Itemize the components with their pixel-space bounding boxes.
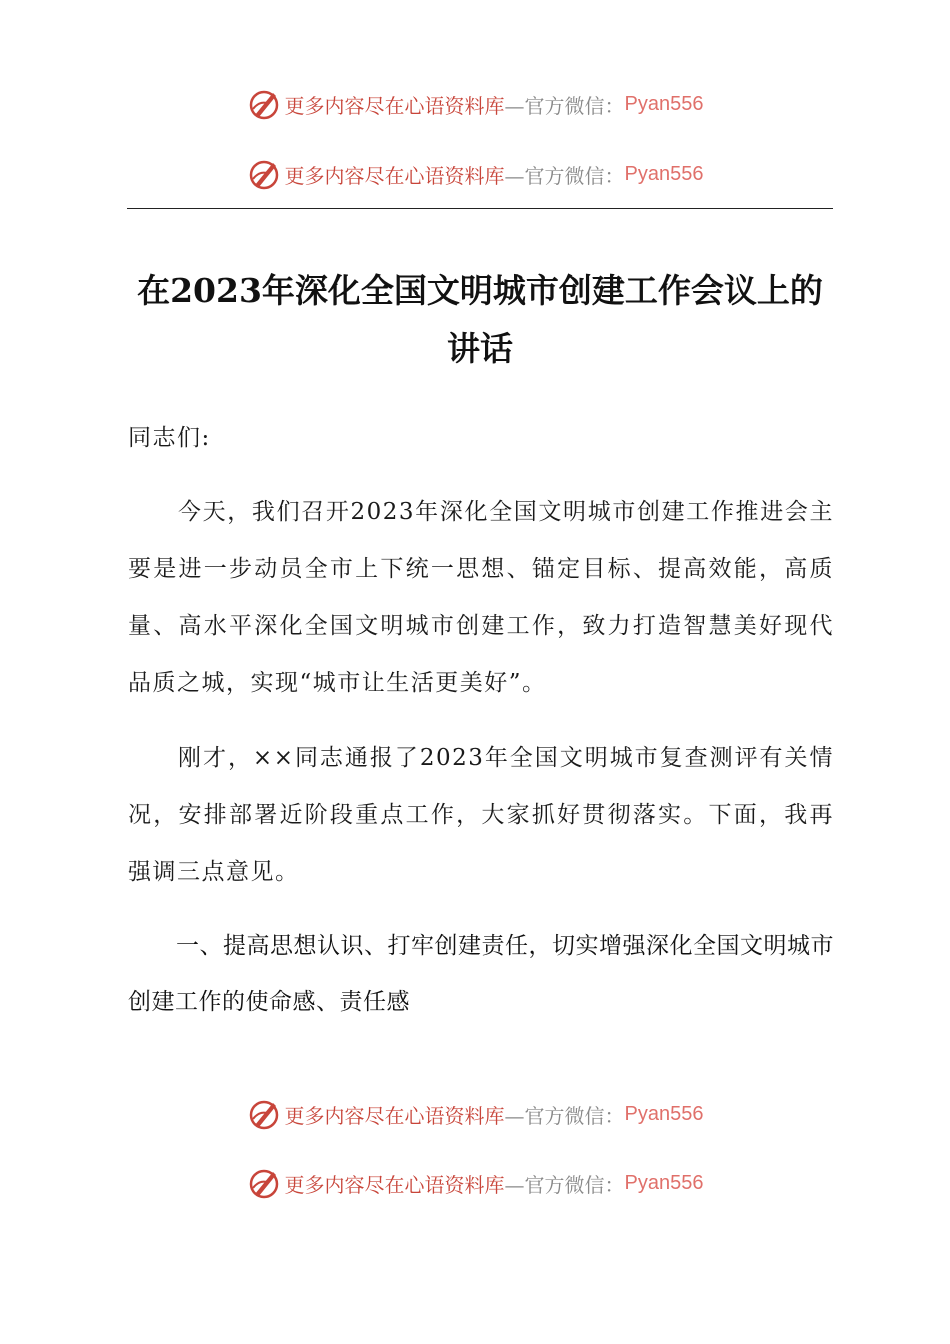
watermark-suffix: —官方微信：: [504, 93, 625, 118]
body-paragraph-2: 刚才，××同志通报了2023年全国文明城市复查测评有关情况，安排部署近阶段重点工作，大家抓好贯彻落实。下面，我再强调三点意见。: [128, 745, 834, 885]
watermark-banner-bottom-2: [0, 1163, 950, 1203]
watermark-text: 更多内容尽在心语资料库: [284, 1172, 505, 1197]
body-paragraph-1: 今天，我们召开2023年深化全国文明城市创建工作推进会主要是进一步动员全市上下统一思想、锚定目标、提高效能，高质量、高水平深化全国文明城市创建工作，致力打造智慧美好现代品质之城，实现“城市让生活更美好”。: [128, 499, 834, 696]
quill-pen-logo-icon: [247, 87, 281, 121]
salutation: 同志们:: [128, 425, 211, 451]
header-divider: [127, 208, 833, 209]
quill-pen-logo-icon: [247, 1166, 281, 1200]
watermark-wechat-id: Pyan556: [624, 92, 704, 115]
watermark-wechat-id: Pyan556: [624, 1102, 704, 1125]
watermark-text: 更多内容尽在心语资料库: [284, 93, 505, 118]
watermark-suffix: —官方微信：: [504, 1103, 625, 1128]
quill-pen-logo-icon: [247, 157, 281, 191]
document-title: 在2023年深化全国文明城市创建工作会议上的讲话: [137, 271, 823, 368]
watermark-wechat-id: Pyan556: [624, 162, 704, 185]
watermark-banner-top-1: [0, 84, 950, 124]
quill-pen-logo-icon: [247, 1097, 281, 1131]
watermark-text: 更多内容尽在心语资料库: [284, 1103, 505, 1128]
watermark-suffix: —官方微信：: [504, 163, 625, 188]
watermark-banner-top-2: [0, 154, 950, 194]
watermark-banner-bottom-1: [0, 1094, 950, 1134]
watermark-wechat-id: Pyan556: [624, 1171, 704, 1194]
watermark-text: 更多内容尽在心语资料库: [284, 163, 505, 188]
watermark-suffix: —官方微信：: [504, 1172, 625, 1197]
section-heading-1: 一、提高思想认识、打牢创建责任，切实增强深化全国文明城市创建工作的使命感、责任感: [128, 933, 834, 1015]
